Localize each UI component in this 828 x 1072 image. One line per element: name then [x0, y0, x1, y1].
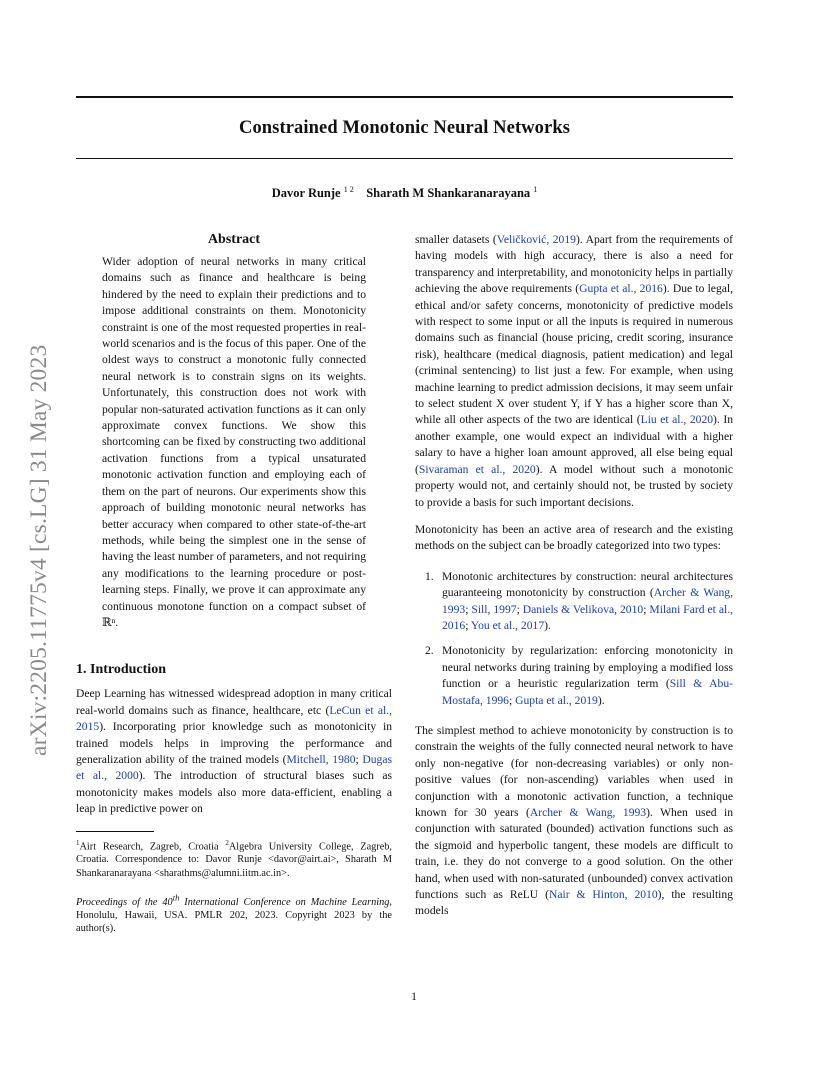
list-item	[415, 569, 733, 635]
text-run: Algebra University College, Zagreb, Croatia. Correspondence to: Davor Runje <davor@airt.ai>, Sharath M Shankaranarayana <sharathms@alumni.iitm.ac.in>.	[76, 841, 393, 879]
section-heading-introduction: 1. Introduction	[76, 662, 166, 678]
text-run: ;	[465, 618, 471, 632]
text-run: Proceedings of the	[76, 896, 163, 908]
abstract-text: Wider adoption of neural networks in many critical domains such as finance and healthcare is being hindered by the need to explain their predictions and to impose additional constraints on them. Monotonicity constraint is one of the most requested properties in real-world scenarios and is the focus of this paper. One of the oldest ways to construct a monotonic fully connected neural network is to constrain signs on its weights. Unfortunately, this construction does not work with popular non-saturated activation functions as it can only approximate convex functions. We show this shortcoming can be fixed by constructing two additional activation functions from a typical unsaturated monotonic activation function and employing each of them on the part of neurons. Our experiments show this approach of building monotonic neural networks has better accuracy when compared to other state-of-the-art methods, while being the simplest one in the sense of having the least number of parameters, and not requiring any modifications to the learning procedure or post-learning steps. Finally, we prove it can approximate any continuous monotone function on a compact subset of ℝⁿ.	[102, 255, 366, 629]
citation-link[interactable]: LeCun et al., 2015	[76, 703, 392, 734]
citation-link[interactable]: Milani Fard et al., 2016	[442, 602, 734, 632]
right-column	[415, 232, 733, 920]
text-run: ). A model without such a monotonic property would not, and certainly should not, be trusted by society to provide a basis for such important decisions.	[415, 462, 733, 509]
citation-link[interactable]: Archer & Wang, 1993	[529, 806, 647, 819]
text-run: ).	[544, 618, 551, 632]
list-number: 1.	[425, 569, 434, 583]
text-run: th	[172, 892, 180, 903]
text-run: ;	[508, 693, 516, 707]
text-run: ). When used in conjunction with saturated (bounded) activation functions such as the sigmoid and hyperbolic tangent, these models are difficult to train, i.e. they do not converge to a good solution. On the other hand, when used with non-saturated (unbounded) convex activation functions such as ReLU (	[415, 806, 733, 902]
author-affiliation: 1	[533, 185, 538, 194]
footnote-rule	[76, 831, 154, 832]
text-run: ;	[643, 602, 650, 616]
text-run: The simplest method to achieve monotonicity by construction is to constrain the weights of the fully connected neural network to have only non-negative (for non-decreasing variables) or only non-positive values (for non-ascending) variables when used in conjunction with a monotonic activation function, a technique known for 30 years (	[415, 723, 733, 819]
list-item	[415, 643, 733, 709]
text-run: ). Incorporating prior knowledge such as monotonicity in trained models helps in improving the performance and generalization ability of the trained models (	[76, 720, 392, 766]
paper-title: Constrained Monotonic Neural Networks	[238, 118, 571, 138]
intro-paragraph	[76, 686, 392, 817]
author-name: Davor Runje	[271, 186, 341, 201]
arxiv-identifier[interactable]: arXiv:2205.11775v4 [cs.LG] 31 May 2023	[26, 344, 52, 756]
proceedings-note	[76, 891, 392, 936]
citation-link[interactable]: Veličković, 2019	[496, 233, 576, 246]
text-run: International Conference on Machine Learning	[179, 896, 390, 908]
citation-link[interactable]: Nair & Hinton, 2010	[548, 888, 658, 902]
citation-link[interactable]: Gupta et al., 2019	[515, 693, 598, 707]
left-column	[76, 232, 392, 936]
footnote-marker: 1	[76, 838, 80, 847]
list-number: 2.	[425, 644, 434, 658]
text-run: ;	[465, 602, 472, 616]
citation-link[interactable]: Daniels & Velikova, 2010	[522, 602, 644, 616]
text-run: ), the resulting models	[415, 888, 733, 918]
text-run: Monotonic architectures by construction: neural architectures guaranteeing monotonicity by construction (	[442, 569, 733, 600]
citation-link[interactable]: You et al., 2017	[470, 618, 545, 632]
text-run: 40	[162, 896, 173, 908]
text-run: ). In another example, one would expect an individual with a higher salary to have a higher loan amount approved, all else being equal (	[415, 413, 733, 476]
abstract-heading: Abstract	[207, 232, 261, 247]
title-top-rule	[76, 96, 733, 98]
author-list	[76, 185, 733, 201]
citation-link[interactable]: Mitchell, 1980	[286, 752, 356, 766]
text-run: Deep Learning has witnessed widespread adoption in many critical real-world domains such as finance, healthcare, etc (	[76, 687, 392, 717]
text-run: ). The introduction of structural biases such as monotonicity makes models also more data-efficient, enabling a leap in predictive power on	[76, 769, 393, 816]
citation-link[interactable]: Gupta et al., 2016	[579, 282, 663, 296]
citation-link[interactable]: Liu et al., 2020	[640, 413, 714, 427]
author-name: Sharath M Shankaranarayana	[366, 186, 531, 201]
citation-link[interactable]: Sivaraman et al., 2020	[418, 462, 536, 476]
text-run: ). Apart from the requirements of having models with high accuracy, there is also a need for transparency and interpretability, and monotonicity helps in partially achieving the above requirements (	[415, 233, 733, 296]
citation-link[interactable]: Archer & Wang, 1993	[442, 586, 733, 616]
text-run: ).	[597, 693, 605, 707]
text-run: Monotonicity by regularization: enforcing monotonicity in neural networks during training by employing a modified loss function or a heuristic regularization term (	[442, 644, 733, 691]
intro-paragraph	[415, 723, 733, 920]
intro-paragraph: Monotonicity has been an active area of research and the existing methods on the subject can be broadly categorized into two types:	[415, 522, 733, 553]
text-run: smaller datasets (	[415, 233, 497, 246]
text-run: ). Due to legal, ethical and/or safety concerns, monotonicity of predictive models with respect to some input or all the inputs is required in numerous domains such as financial (house pricing, credit scoring, insurance risk), healthcare (medical diagnosis, patient medication) and legal (criminal sentencing) to list just a few. For example, when using machine learning to predict admission decisions, it may seem unfair to select student X over student Y, if Y has a higher score than X, while all other aspects of the two are identical (	[415, 282, 734, 427]
citation-link[interactable]: Sill & Abu-Mostafa, 1996	[442, 677, 733, 707]
text-run: ;	[355, 752, 363, 766]
title-bottom-rule	[76, 158, 733, 159]
citation-link[interactable]: Sill, 1997	[471, 602, 517, 616]
footnote-marker: 2	[225, 838, 229, 847]
page-number: 1	[411, 990, 417, 1003]
intro-paragraph	[415, 232, 733, 511]
author-affiliation: 1 2	[343, 185, 354, 194]
method-types-list	[415, 569, 733, 709]
text-run: , Honolulu, Hawaii, USA. PMLR 202, 2023. Copyright 2023 by the author(s).	[76, 896, 392, 935]
citation-link[interactable]: Dugas et al., 2000	[76, 752, 392, 783]
text-run: Airt Research, Zagreb, Croatia	[79, 841, 226, 853]
text-run: ;	[516, 602, 523, 616]
affiliation-footnote	[76, 837, 392, 881]
